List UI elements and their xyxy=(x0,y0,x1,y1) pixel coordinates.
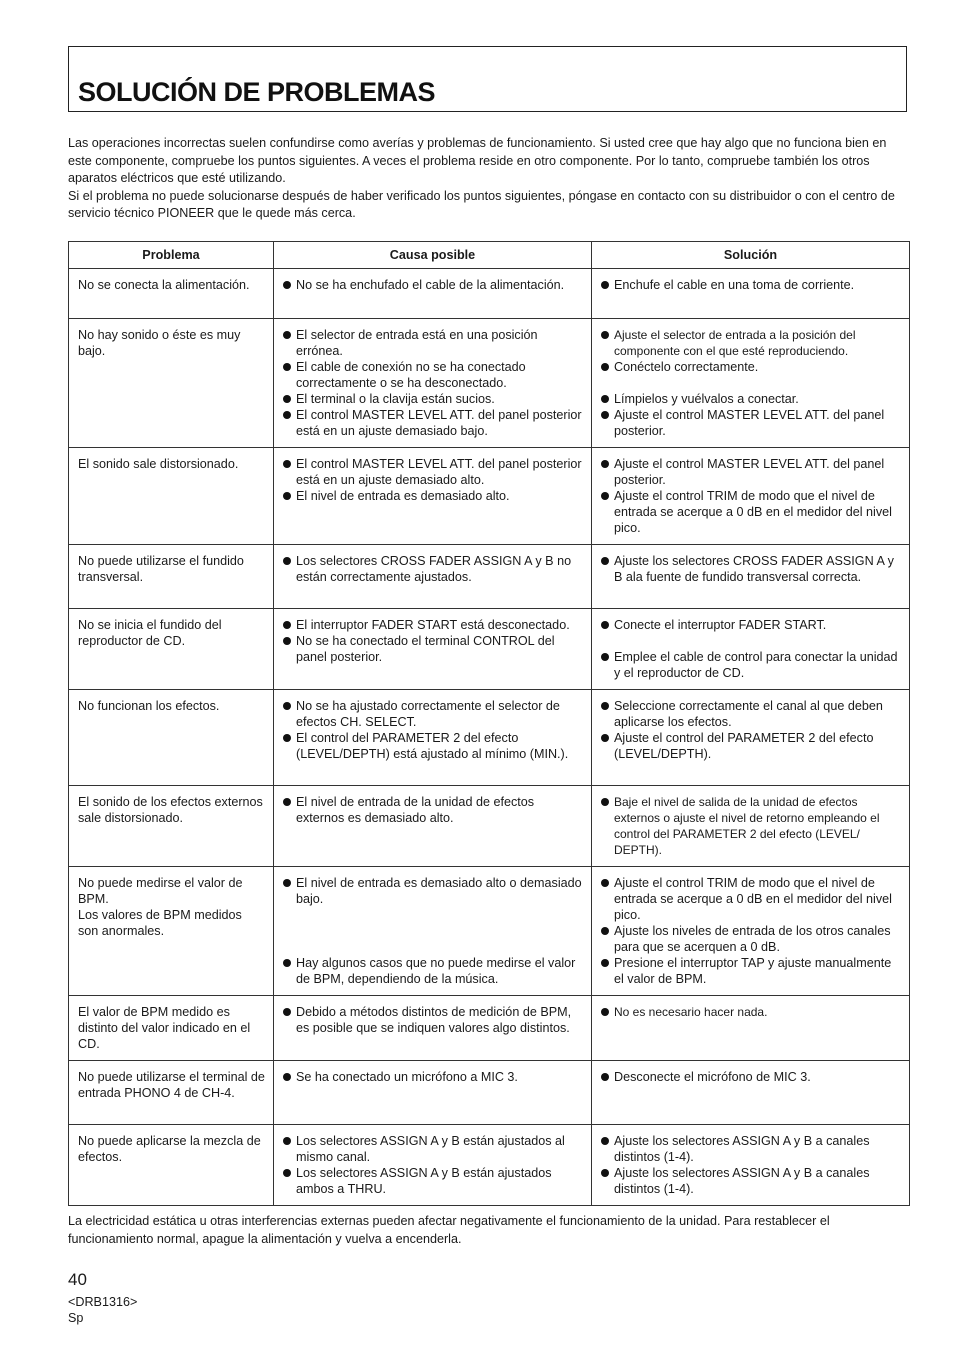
solution-item: Límpielos y vuélvalos a conectar. xyxy=(600,391,903,407)
problem-text: El sonido sale distorsionado. xyxy=(78,457,239,471)
column-header-solution: Solución xyxy=(592,242,910,269)
cause-item: No se ha ajustado correctamente el selector de efectos CH. SELECT. xyxy=(282,698,585,730)
solution-item: Ajuste los selectores CROSS FADER ASSIGN A y B ala fuente de fundido transversal correcta. xyxy=(600,553,903,585)
problem-text: No se conecta la alimentación. xyxy=(78,278,250,292)
problem-cell xyxy=(69,448,274,545)
cause-item: Los selectores CROSS FADER ASSIGN A y B no están correctamente ajustados. xyxy=(282,553,585,585)
cause-cell xyxy=(274,1061,592,1125)
cause-list xyxy=(282,1133,585,1197)
title-box xyxy=(68,46,907,112)
cause-list xyxy=(282,1004,585,1036)
solution-item: Ajuste los niveles de entrada de los otros canales para que se acerquen a 0 dB. xyxy=(600,923,903,955)
table-row xyxy=(69,996,910,1061)
table-header-row xyxy=(69,242,910,269)
solution-item: Ajuste el control MASTER LEVEL ATT. del panel posterior. xyxy=(600,407,903,439)
solution-item: Enchufe el cable en una toma de corriente. xyxy=(600,277,903,293)
cause-list xyxy=(282,456,585,504)
column-header-problem: Problema xyxy=(69,242,274,269)
cause-cell xyxy=(274,1125,592,1206)
solution-item: Ajuste el control del PARAMETER 2 del efecto (LEVEL/DEPTH). xyxy=(600,730,903,762)
cause-cell xyxy=(274,786,592,867)
solution-cell xyxy=(592,448,910,545)
intro-section xyxy=(68,135,910,223)
solution-list xyxy=(600,1069,903,1085)
solution-cell xyxy=(592,996,910,1061)
cause-item: El nivel de entrada es demasiado alto o demasiado bajo. xyxy=(282,875,585,907)
problem-cell xyxy=(69,786,274,867)
problem-text: No puede utilizarse el terminal de entrada PHONO 4 de CH-4. xyxy=(78,1070,265,1100)
problem-cell xyxy=(69,319,274,448)
table-row xyxy=(69,609,910,690)
solution-item: Conecte el interruptor FADER START. xyxy=(600,617,903,633)
solution-item: Emplee el cable de control para conectar la unidad y el reproductor de CD. xyxy=(600,649,903,681)
cause-item: El nivel de entrada es demasiado alto. xyxy=(282,488,585,504)
cause-cell xyxy=(274,609,592,690)
page-number: 40 xyxy=(68,1270,87,1289)
problem-text: El valor de BPM medido es distinto del valor indicado en el CD. xyxy=(78,1005,251,1051)
problem-cell xyxy=(69,867,274,996)
table-row xyxy=(69,319,910,448)
problem-text: El sonido de los efectos externos sale distorsionado. xyxy=(78,795,263,825)
cause-item: El selector de entrada está en una posición errónea. xyxy=(282,327,585,359)
cause-item: Los selectores ASSIGN A y B están ajustados al mismo canal. xyxy=(282,1133,585,1165)
solution-list xyxy=(600,794,903,858)
table-row xyxy=(69,545,910,609)
problem-cell xyxy=(69,1061,274,1125)
solution-list xyxy=(600,1004,903,1020)
cause-item: No se ha conectado el terminal CONTROL del panel posterior. xyxy=(282,633,585,665)
solution-cell xyxy=(592,609,910,690)
cause-cell xyxy=(274,996,592,1061)
solution-item: Ajuste los selectores ASSIGN A y B a canales distintos (1-4). xyxy=(600,1133,903,1165)
cause-item: No se ha enchufado el cable de la alimentación. xyxy=(282,277,585,293)
cause-item: Los selectores ASSIGN A y B están ajustados ambos a THRU. xyxy=(282,1165,585,1197)
cause-list xyxy=(282,794,585,826)
table-row xyxy=(69,1061,910,1125)
problem-text: No se inicia el fundido del reproductor de CD. xyxy=(78,618,222,648)
cause-cell xyxy=(274,545,592,609)
solution-item: Desconecte el micrófono de MIC 3. xyxy=(600,1069,903,1085)
problem-cell xyxy=(69,269,274,319)
solution-item: Seleccione correctamente el canal al que deben aplicarse los efectos. xyxy=(600,698,903,730)
cause-item: El control del PARAMETER 2 del efecto (LEVEL/DEPTH) está ajustado al mínimo (MIN.). xyxy=(282,730,585,762)
cause-cell xyxy=(274,867,592,996)
cause-item: El interruptor FADER START está desconectado. xyxy=(282,617,585,633)
problem-text: No funcionan los efectos. xyxy=(78,699,220,713)
cause-item: Debido a métodos distintos de medición de BPM, es posible que se indiquen valores algo distintos. xyxy=(282,1004,585,1036)
table-row xyxy=(69,690,910,786)
problem-cell xyxy=(69,690,274,786)
cause-item: Hay algunos casos que no puede medirse el valor de BPM, dependiendo de la música. xyxy=(282,955,585,987)
problem-text: No puede utilizarse el fundido transversal. xyxy=(78,554,244,584)
table-row xyxy=(69,269,910,319)
table-row xyxy=(69,448,910,545)
cause-list xyxy=(282,875,585,987)
solution-item: No es necesario hacer nada. xyxy=(600,1004,903,1020)
table-row xyxy=(69,867,910,996)
cause-item: El terminal o la clavija están sucios. xyxy=(282,391,585,407)
cause-cell xyxy=(274,690,592,786)
cause-list xyxy=(282,277,585,293)
cause-list xyxy=(282,617,585,665)
solution-item: Baje el nivel de salida de la unidad de efectos externos o ajuste el nivel de retorno empleando el control del PARAMETER 2 del efecto (LEVEL/ DEPTH). xyxy=(600,794,903,858)
solution-list xyxy=(600,617,903,681)
solution-cell xyxy=(592,545,910,609)
problem-cell xyxy=(69,1125,274,1206)
solution-cell xyxy=(592,1061,910,1125)
solution-list xyxy=(600,553,903,585)
cause-cell xyxy=(274,269,592,319)
problem-text: No hay sonido o éste es muy bajo. xyxy=(78,328,241,358)
cause-cell xyxy=(274,448,592,545)
cause-list xyxy=(282,327,585,439)
language-code: Sp xyxy=(68,1311,84,1325)
document-code: <DRB1316> xyxy=(68,1295,138,1309)
solution-cell xyxy=(592,786,910,867)
cause-list xyxy=(282,1069,585,1085)
solution-item: Presione el interruptor TAP y ajuste manualmente el valor de BPM. xyxy=(600,955,903,987)
solution-cell xyxy=(592,319,910,448)
static-electricity-note: La electricidad estática u otras interferencias externas pueden afectar negativamente el funcionamiento de la unidad. Para restablecer el funcionamiento normal, apague la alimentación y vuelva a encenderla. xyxy=(68,1214,830,1246)
troubleshooting-table xyxy=(68,241,910,1206)
cause-item: El cable de conexión no se ha conectado correctamente o se ha desconectado. xyxy=(282,359,585,391)
solution-list xyxy=(600,327,903,439)
table-row xyxy=(69,786,910,867)
cause-cell xyxy=(274,319,592,448)
solution-list xyxy=(600,456,903,536)
column-header-cause: Causa posible xyxy=(274,242,592,269)
solution-item: Ajuste los selectores ASSIGN A y B a canales distintos (1-4). xyxy=(600,1165,903,1197)
solution-item: Ajuste el control TRIM de modo que el nivel de entrada se acerque a 0 dB en el medidor del nivel pico. xyxy=(600,875,903,923)
problem-cell xyxy=(69,545,274,609)
solution-list xyxy=(600,277,903,293)
solution-cell xyxy=(592,1125,910,1206)
problem-cell xyxy=(69,609,274,690)
cause-list xyxy=(282,553,585,585)
solution-list xyxy=(600,1133,903,1197)
solution-cell xyxy=(592,867,910,996)
solution-item: Ajuste el control MASTER LEVEL ATT. del panel posterior. xyxy=(600,456,903,488)
cause-item: Se ha conectado un micrófono a MIC 3. xyxy=(282,1069,585,1085)
solution-item: Conéctelo correctamente. xyxy=(600,359,903,375)
solution-cell xyxy=(592,269,910,319)
solution-item: Ajuste el selector de entrada a la posición del componente con el que esté reproduciendo. xyxy=(600,327,903,359)
cause-item: El control MASTER LEVEL ATT. del panel posterior está en un ajuste demasiado alto. xyxy=(282,456,585,488)
solution-list xyxy=(600,875,903,987)
intro-paragraph: Si el problema no puede solucionarse después de haber verificado los puntos siguientes, póngase en contacto con su distribuidor o con el centro de servicio técnico PIONEER que le quede más cerca. xyxy=(68,188,895,221)
problem-text: No puede medirse el valor de BPM. Los valores de BPM medidos son anormales. xyxy=(78,876,243,938)
page-title: SOLUCIÓN DE PROBLEMAS xyxy=(78,77,436,107)
problem-cell xyxy=(69,996,274,1061)
solution-cell xyxy=(592,690,910,786)
cause-list xyxy=(282,698,585,762)
problem-text: No puede aplicarse la mezcla de efectos. xyxy=(78,1134,261,1164)
intro-paragraph: Las operaciones incorrectas suelen confundirse como averías y problemas de funcionamiento. Si usted cree que hay algo que no funciona bien en este componente, compruebe los puntos siguientes. A veces el problema reside en otro componente. Por lo tanto, compruebe también los otros aparatos eléctricos que esté utilizando. xyxy=(68,136,887,186)
cause-item: El control MASTER LEVEL ATT. del panel posterior está en un ajuste demasiado bajo. xyxy=(282,407,585,439)
solution-list xyxy=(600,698,903,762)
cause-item: El nivel de entrada de la unidad de efectos externos es demasiado alto. xyxy=(282,794,585,826)
table-row xyxy=(69,1125,910,1206)
solution-item: Ajuste el control TRIM de modo que el nivel de entrada se acerque a 0 dB en el medidor del nivel pico. xyxy=(600,488,903,536)
